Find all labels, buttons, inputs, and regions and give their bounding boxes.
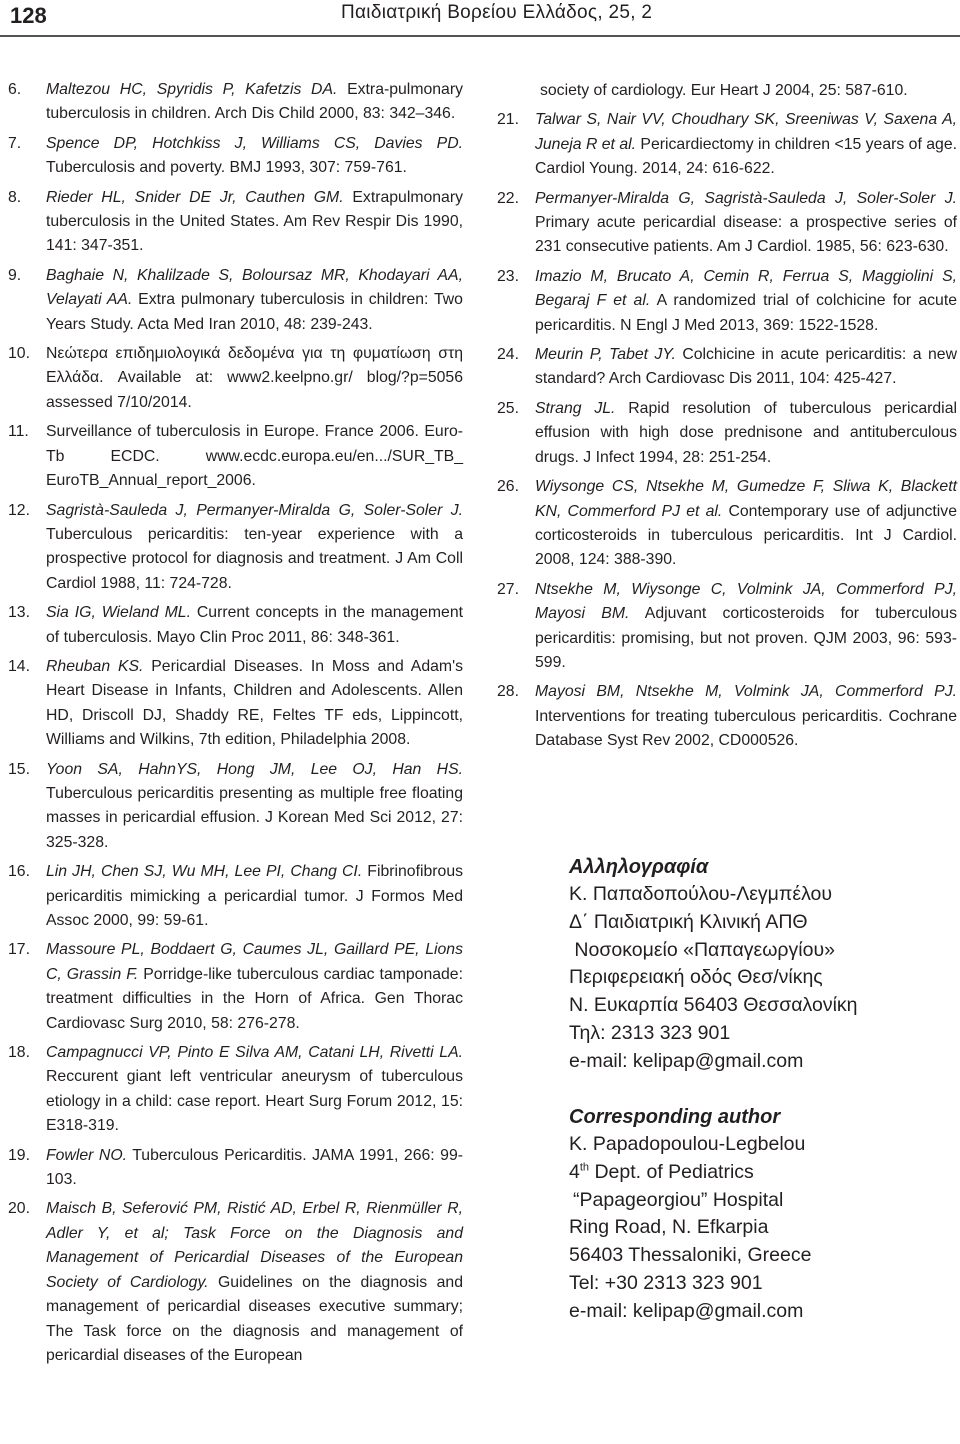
reference-citation: Pericardial Diseases. In Moss and Adam's Heart Disease in Infants, Children and Adolescents. Allen HD, Driscoll DJ, Shaddy RE, Feltes TF eds, Lippincott, Williams and Wilkins, 7th edition, Philadelphia 2008. — [46, 657, 463, 749]
reference-item — [8, 499, 463, 597]
correspondence-greek — [569, 853, 949, 1076]
reference-number: 9. — [8, 266, 22, 284]
references-right-list — [497, 108, 957, 753]
reference-citation: Rapid resolution of tuberculous pericardial effusion with high dose prednisone and antituberculous drugs. J Infect 1994, 28: 251-254. — [535, 399, 957, 466]
reference-authors: Strang JL. — [535, 399, 616, 417]
contact-line: Δ΄ Παιδιατρική Κλινική ΑΠΘ — [569, 910, 808, 933]
reference-text — [535, 680, 957, 753]
reference-citation: Νεώτερα επιδημιολογικά δεδομένα για τη φυματίωση στη Ελλάδα. Available at: www2.keelpno.gr/ blog/?p=5056 assessed 7/10/2014. — [46, 345, 463, 411]
reference-item — [497, 578, 957, 676]
references-right-column — [497, 79, 957, 759]
reference-authors: Spence DP, Hotchkiss J, Williams CS, Davies PD. — [46, 134, 463, 152]
contact-email: e-mail: kelipap@gmail.com — [569, 1299, 804, 1322]
reference-authors: Imazio M, Brucato A, Cemin R, Ferrua S, Maggiolini S, Begaraj F et al. — [535, 267, 957, 310]
contact-line: Περιφερειακή οδός Θεσ/νίκης — [569, 966, 823, 989]
reference-item — [497, 343, 957, 392]
reference-number: 27. — [497, 580, 519, 598]
reference-number: 21. — [497, 111, 519, 129]
reference-text — [46, 1197, 463, 1368]
reference-number: 19. — [8, 1146, 30, 1164]
reference-item — [8, 655, 463, 753]
reference-citation: Tuberculosis and poverty. BMJ 1993, 307: 759-761. — [46, 159, 407, 177]
reference-citation: Tuberculous pericarditis: ten-year experience with a prospective protocol for diagnosis and treatment. J Am Coll Cardiol 1988, 11: 724-728. — [46, 525, 463, 592]
page-number: 128 — [10, 3, 47, 28]
reference-text — [535, 578, 957, 676]
reference-citation: Primary acute pericardial disease: a prospective series of 231 consecutive patients. Am J Cardiol. 1985, 56: 623-630. — [535, 214, 957, 256]
contact-line: Νοσοκομείο «Παπαγεωργίου» — [569, 938, 835, 961]
reference-continuation: society of cardiology. Eur Heart J 2004, 25: 587-610. — [540, 82, 908, 99]
reference-authors: Mayosi BM, Ntsekhe M, Volmink JA, Commerford PJ. — [535, 683, 957, 701]
reference-text — [46, 420, 463, 493]
reference-authors: Fowler NO. — [46, 1146, 127, 1164]
reference-item — [497, 475, 957, 573]
reference-number: 16. — [8, 863, 30, 881]
dept-number: 4 — [569, 1160, 580, 1183]
reference-item — [8, 1197, 463, 1368]
reference-number: 10. — [8, 345, 30, 363]
reference-number: 28. — [497, 683, 519, 701]
reference-item — [497, 397, 957, 470]
reference-text — [46, 938, 463, 1036]
reference-authors: Meurin P, Tabet JY. — [535, 346, 676, 364]
reference-text — [46, 758, 463, 856]
reference-item — [8, 78, 463, 127]
reference-text — [46, 78, 463, 127]
contact-line: Κ. Παπαδοπούλου-Λεγμπέλου — [569, 883, 833, 905]
reference-number: 15. — [8, 760, 30, 778]
contact-email: e-mail: kelipap@gmail.com — [569, 1049, 804, 1072]
reference-authors: Talwar S, Nair VV, Choudhary SK, Sreeniwas V, Saxena A, Juneja R et al. — [535, 111, 957, 153]
reference-number: 11. — [8, 423, 29, 441]
contact-tel: Tel: +30 2313 323 901 — [569, 1271, 763, 1294]
reference-text — [46, 601, 463, 650]
reference-authors: Lin JH, Chen SJ, Wu MH, Lee PI, Chang CI. — [46, 863, 363, 881]
reference-authors: Massoure PL, Boddaert G, Caumes JL, Gaillard PE, Lions C, Grassin F. — [46, 941, 463, 983]
reference-number: 20. — [8, 1200, 30, 1218]
reference-item — [8, 1144, 463, 1193]
reference-item — [8, 186, 463, 259]
contact-department — [569, 1159, 949, 1187]
reference-text — [535, 187, 957, 260]
reference-authors: Permanyer-Miralda G, Sagristà-Sauleda J, Soler-Soler J. — [535, 189, 957, 207]
reference-authors: Sia IG, Wieland ML. — [46, 604, 191, 622]
reference-authors: Ntsekhe M, Wiysonge C, Volmink JA, Commerford PJ, Mayosi BM. — [535, 580, 957, 623]
reference-citation: Colchicine in acute pericarditis: a new standard? Arch Cardiovasc Dis 2011, 104: 425-427. — [535, 346, 957, 388]
reference-citation: Current concepts in the management of tuberculosis. Mayo Clin Proc 2011, 86: 348-361. — [46, 604, 463, 646]
reference-number: 18. — [8, 1044, 30, 1062]
reference-item — [8, 420, 463, 493]
reference-citation: Adjuvant corticosteroids for tuberculous pericarditis: promising, but not proven. QJM 2003, 96: 593-599. — [535, 605, 957, 671]
reference-citation: Surveillance of tuberculosis in Europe. France 2006. Euro-Tb ECDC. www.ecdc.europa.eu/en.../SUR_TB_ EuroTB_Annual_report_2006. — [46, 423, 463, 490]
reference-text — [46, 264, 463, 337]
reference-citation: Guidelines on the diagnosis and management of pericardial diseases executive summary; The Task force on the diagnosis and management of pericardial diseases of the European — [46, 1273, 463, 1364]
correspondence-english — [569, 1103, 949, 1326]
reference-text — [46, 1041, 463, 1139]
reference-item — [8, 342, 463, 415]
reference-number: 14. — [8, 657, 30, 675]
reference-citation: Pericardiectomy in children <15 years of age. Cardiol Young. 2014, 24: 616-622. — [535, 135, 957, 178]
reference-authors: Rieder HL, Snider DE Jr, Cauthen GM. — [46, 188, 344, 206]
reference-text — [535, 265, 957, 338]
reference-text — [46, 1144, 463, 1193]
reference-item — [8, 758, 463, 856]
reference-citation: Extra pulmonary tuberculosis in children: Two Years Study. Acta Med Iran 2010, 48: 239-243. — [46, 291, 463, 333]
reference-authors: Maltezou HC, Spyridis P, Kafetzis DA. — [46, 81, 338, 98]
reference-text — [46, 499, 463, 597]
reference-citation: Reccurent giant left ventricular aneurysm of tuberculous etiology in a child: case report. Heart Surg Forum 2012, 15: E318-319. — [46, 1068, 463, 1135]
reference-citation: A randomized trial of colchicine for acute pericarditis. N Engl J Med 2013, 369: 1522-1528. — [535, 292, 957, 334]
reference-item — [497, 265, 957, 338]
reference-item — [8, 264, 463, 337]
reference-item — [8, 601, 463, 650]
reference-number: 25. — [497, 399, 519, 417]
reference-number: 12. — [8, 501, 30, 519]
contact-hospital: “Papageorgiou” Hospital — [573, 1188, 784, 1211]
reference-item — [497, 680, 957, 753]
reference-text — [535, 108, 957, 181]
reference-citation: Extrapulmonary tuberculosis in the United States. Am Rev Respir Dis 1990, 141: 347-351. — [46, 188, 464, 255]
reference-number: 6. — [8, 81, 22, 98]
reference-number: 8. — [8, 188, 22, 206]
reference-number: 13. — [8, 604, 30, 622]
reference-item — [8, 860, 463, 933]
reference-item — [8, 938, 463, 1036]
reference-citation: Contemporary use of adjunctive corticosteroids in tuberculous pericarditis. Int J Cardiol. 2008, 124: 388-390. — [535, 502, 957, 569]
reference-authors: Wiysonge CS, Ntsekhe M, Gumedze F, Sliwa K, Blackett KN, Commerford PJ et al. — [535, 478, 957, 520]
reference-authors: Yoon SA, HahnYS, Hong JM, Lee OJ, Han HS. — [46, 760, 463, 778]
page-header — [0, 0, 960, 40]
reference-authors: Baghaie N, Khalilzade S, Boloursaz MR, Khodayari AA, Velayati AA. — [46, 266, 463, 309]
reference-citation: Tuberculous pericarditis presenting as multiple free floating masses in pericardial effusion. J Korean Med Sci 2012, 27: 325-328. — [46, 784, 463, 851]
contact-road: Ring Road, N. Efkarpia — [569, 1216, 769, 1239]
reference-number: 17. — [8, 941, 30, 959]
contact-city: 56403 Thessaloniki, Greece — [569, 1244, 812, 1267]
reference-number: 22. — [497, 189, 519, 207]
reference-number: 23. — [497, 267, 519, 285]
reference-text — [46, 655, 463, 753]
journal-title: Παιδιατρική Βορείου Ελλάδος, 25, 2 — [341, 2, 653, 23]
reference-item — [8, 1041, 463, 1139]
reference-citation: Extra-pulmonary tuberculosis in children. Arch Dis Child 2000, 83: 342‒346. — [46, 81, 463, 123]
reference-text — [535, 475, 957, 573]
reference-authors: Sagristà-Sauleda J, Permanyer-Miralda G, Soler-Soler J. — [46, 501, 463, 519]
reference-text — [46, 342, 463, 415]
reference-item — [497, 108, 957, 181]
contact-name: K. Papadopoulou-Legbelou — [569, 1133, 806, 1155]
reference-authors: Rheuban KS. — [46, 657, 144, 675]
reference-text — [46, 186, 463, 259]
reference-citation: Interventions for treating tuberculous pericarditis. Cochrane Database Syst Rev 2002, CD000526. — [535, 707, 957, 750]
reference-citation: Tuberculous Pericarditis. JAMA 1991, 266: 99-103. — [46, 1146, 463, 1189]
correspondence-english-heading: Corresponding author — [569, 1106, 781, 1128]
reference-text — [535, 343, 957, 392]
dept-text: Dept. of Pediatrics — [589, 1160, 754, 1183]
header-rule — [0, 35, 960, 37]
reference-authors: Maisch B, Seferović PM, Ristić AD, Erbel R, Rienmüller R, Adler Y, et al; Task Force on the Diagnosis and Management of Pericardial Diseases of the European Society of Cardiology. — [46, 1200, 463, 1291]
reference-authors: Campagnucci VP, Pinto E Silva AM, Catani LH, Rivetti LA. — [46, 1044, 463, 1062]
reference-citation: Porridge-like tuberculous cardiac tamponade: treatment difficulties in the Horn of Africa. Gen Thorac Cardiovasc Surg 2010, 58: 276-278. — [46, 965, 463, 1032]
contact-line: Ν. Ευκαρπία 56403 Θεσσαλονίκη — [569, 994, 858, 1017]
reference-citation: Fibrinofibrous pericarditis mimicking a pericardial tumor. J Formos Med Assoc 2000, 99: 59-61. — [46, 863, 464, 929]
contact-line: Τηλ: 2313 323 901 — [569, 1021, 731, 1044]
reference-item — [497, 187, 957, 260]
reference-item — [8, 132, 463, 181]
reference-number: 26. — [497, 478, 519, 496]
reference-text — [46, 860, 463, 933]
reference-number: 7. — [8, 134, 22, 152]
reference-text — [46, 132, 463, 181]
reference-text — [535, 397, 957, 470]
dept-ordinal: th — [579, 1161, 590, 1174]
references-left-column — [8, 78, 463, 1373]
correspondence-greek-heading: Αλληλογραφία — [569, 856, 709, 878]
reference-number: 24. — [497, 346, 519, 364]
